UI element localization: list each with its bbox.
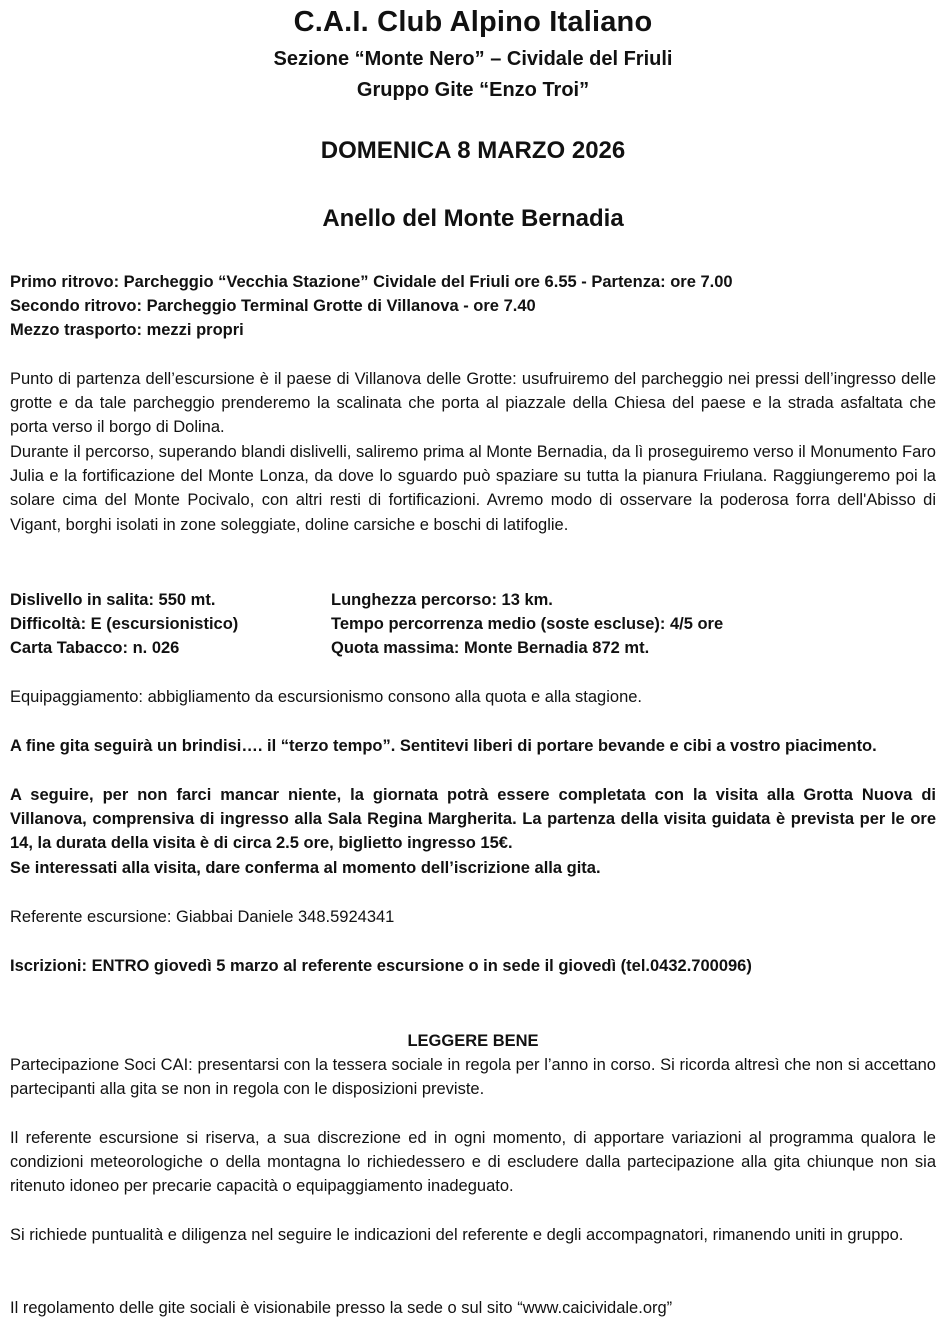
rules-paragraph-3: Si richiede puntualità e diligenza nel seguire le indicazioni del referente e degli accompagnatori, rimanendo uniti in gruppo. bbox=[10, 1226, 904, 1244]
description-paragraph-1: Punto di partenza dell’escursione è il paese di Villanova delle Grotte: usufruiremo del parcheggio nei pressi dell’ingresso delle grotte e da tale parcheggio prenderemo la scalinata che porta al piazzale della Chiesa del paese e la strada asfaltata che porta verso il borgo di Dolina. bbox=[10, 370, 936, 437]
event-date: DOMENICA 8 MARZO 2026 bbox=[320, 137, 626, 164]
rules-heading: LEGGERE BENE bbox=[407, 1032, 539, 1050]
rules-paragraph-1: Partecipazione Soci CAI: presentarsi con la tessera sociale in regola per l’anno in corso. Si ricorda altresì che non si accettano partecipanti alla gita se non in regola con le disposizioni previste. bbox=[10, 1056, 936, 1099]
first-meeting: Primo ritrovo: Parcheggio “Vecchia Stazione” Cividale del Friuli ore 6.55 - Partenza: ore 7.00 bbox=[10, 273, 733, 291]
group-subtitle: Gruppo Gite “Enzo Troi” bbox=[356, 79, 590, 101]
stat-map: Carta Tabacco: n. 026 bbox=[10, 639, 180, 657]
cave-visit-confirm: Se interessati alla visita, dare conferma al momento dell’iscrizione alla gita. bbox=[10, 859, 601, 877]
stat-elevation: Dislivello in salita: 550 mt. bbox=[10, 591, 216, 609]
contact: Referente escursione: Giabbai Daniele 348.5924341 bbox=[10, 908, 395, 926]
section-subtitle: Sezione “Monte Nero” – Cividale del Friuli bbox=[273, 48, 673, 70]
stat-time: Tempo percorrenza medio (soste escluse): 4/5 ore bbox=[331, 615, 724, 633]
second-meeting: Secondo ritrovo: Parcheggio Terminal Grotte di Villanova - ore 7.40 bbox=[10, 297, 536, 315]
toast-note: A fine gita seguirà un brindisi…. il “terzo tempo”. Sentitevi liberi di portare bevande e cibi a vostro piacimento. bbox=[10, 737, 877, 755]
rules-paragraph-4: Il regolamento delle gite sociali è visionabile presso la sede o sul sito “www.caicividale.org” bbox=[10, 1299, 673, 1317]
club-title: C.A.I. Club Alpino Italiano bbox=[293, 6, 653, 38]
cave-visit: A seguire, per non farci mancar niente, la giornata potrà essere completata con la visita alla Grotta Nuova di Villanova, comprensiva di ingresso alla Sala Regina Margherita. La partenza della visita guidata è prevista per le ore 14, la durata della visita è di circa 2.5 ore, biglietto ingresso 15€. bbox=[10, 786, 936, 853]
stat-max-altitude: Quota massima: Monte Bernadia 872 mt. bbox=[331, 639, 650, 657]
stat-difficulty: Difficoltà: E (escursionistico) bbox=[10, 615, 239, 633]
stat-length: Lunghezza percorso: 13 km. bbox=[331, 591, 553, 609]
transport: Mezzo trasporto: mezzi propri bbox=[10, 321, 244, 339]
registration: Iscrizioni: ENTRO giovedì 5 marzo al referente escursione o in sede il giovedì (tel.0432.700096) bbox=[10, 957, 752, 975]
description-paragraph-2: Durante il percorso, superando blandi dislivelli, saliremo prima al Monte Bernadia, da lì proseguiremo verso il Monumento Faro Julia e la fortificazione del Monte Lonza, da dove lo sguardo può spaziare su tutta la pianura Friulana. Raggiungeremo poi la solare cima del Monte Pocivalo, con altri resti di fortificazioni. Avremo modo di osservare la poderosa forra dell'Abisso di Vigant, borghi isolati in zone soleggiate, doline carsiche e boschi di latifoglie. bbox=[10, 443, 936, 534]
route-name: Anello del Monte Bernadia bbox=[322, 205, 624, 232]
equipment: Equipaggiamento: abbigliamento da escursionismo consono alla quota e alla stagione. bbox=[10, 688, 643, 706]
rules-paragraph-2: Il referente escursione si riserva, a sua discrezione ed in ogni momento, di apportare variazioni al programma qualora le condizioni meteorologiche o della montagna lo richiedessero e di escludere dalla partecipazione alla gita chiunque non sia ritenuto idoneo per precarie capacità o equipaggiamento inadeguato. bbox=[10, 1129, 936, 1196]
